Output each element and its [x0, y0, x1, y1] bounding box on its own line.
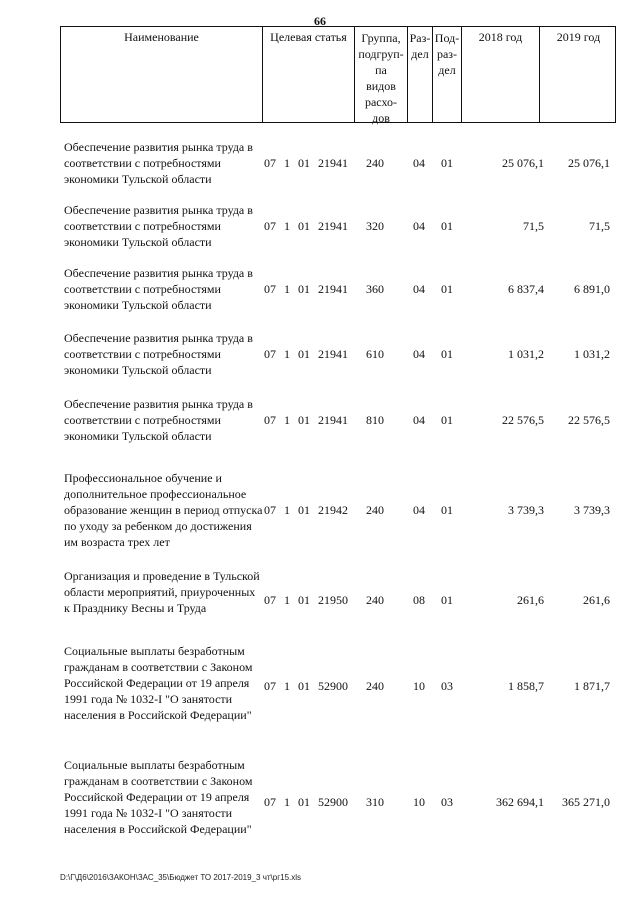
row-value-2019: 1 031,2 — [574, 347, 610, 361]
row-code: 07 1 01 52900 — [264, 679, 348, 693]
row-group: 240 — [366, 593, 384, 607]
row-code: 07 1 01 21950 — [264, 593, 348, 607]
row-value-2019: 6 891,0 — [574, 282, 610, 296]
header-group: Группа, подгруп- па видов расхо- дов — [358, 31, 404, 125]
row-group: 360 — [366, 282, 384, 296]
row-value-2018: 362 694,1 — [496, 795, 544, 809]
row-subsection: 01 — [441, 156, 453, 170]
header-subsection: Под- раз- дел — [434, 31, 460, 77]
row-name: Обеспечение развития рынка труда в соответствии с потребностями экономики Тульской области — [64, 140, 253, 186]
row-section: 04 — [413, 413, 425, 427]
row-value-2018: 25 076,1 — [502, 156, 544, 170]
row-subsection: 01 — [441, 347, 453, 361]
row-value-2018: 1 858,7 — [508, 679, 544, 693]
row-group: 240 — [366, 679, 384, 693]
row-value-2018: 3 739,3 — [508, 503, 544, 517]
row-group: 310 — [366, 795, 384, 809]
footer-file-path: D:\Г\Д6\2016\ЗАКОН\ЗАС_35\Бюджет ТО 2017-2019_3 чт\рг15.xls — [60, 873, 302, 882]
row-value-2019: 22 576,5 — [568, 413, 610, 427]
row-value-2019: 1 871,7 — [574, 679, 610, 693]
row-section: 04 — [413, 219, 425, 233]
page-number: 66 — [314, 14, 326, 28]
table-header — [60, 26, 616, 123]
row-code: 07 1 01 52900 — [264, 795, 348, 809]
row-name: Обеспечение развития рынка труда в соответствии с потребностями экономики Тульской области — [64, 266, 253, 312]
row-section: 04 — [413, 156, 425, 170]
row-value-2019: 365 271,0 — [562, 795, 610, 809]
row-code: 07 1 01 21942 — [264, 503, 348, 517]
row-value-2018: 71,5 — [523, 219, 544, 233]
row-value-2019: 25 076,1 — [568, 156, 610, 170]
row-group: 240 — [366, 156, 384, 170]
row-code: 07 1 01 21941 — [264, 347, 348, 361]
row-name: Обеспечение развития рынка труда в соответствии с потребностями экономики Тульской области — [64, 397, 253, 443]
row-subsection: 03 — [441, 795, 453, 809]
row-name: Профессиональное обучение и дополнительное профессиональное образование женщин в период отпуска по уходу за ребенком до достижения им возраста трех лет — [64, 471, 263, 549]
row-value-2018: 1 031,2 — [508, 347, 544, 361]
row-subsection: 01 — [441, 503, 453, 517]
row-section: 04 — [413, 503, 425, 517]
row-group: 610 — [366, 347, 384, 361]
row-group: 810 — [366, 413, 384, 427]
row-section: 10 — [413, 795, 425, 809]
row-section: 04 — [413, 282, 425, 296]
row-section: 04 — [413, 347, 425, 361]
header-section: Раз- дел — [409, 31, 431, 61]
row-name: Организация и проведение в Тульской области мероприятий, приуроченных к Празднику Весны и Труда — [64, 569, 260, 615]
header-year-2018: 2018 год — [478, 30, 523, 44]
row-group: 320 — [366, 219, 384, 233]
row-subsection: 01 — [441, 282, 453, 296]
row-value-2019: 71,5 — [589, 219, 610, 233]
row-subsection: 01 — [441, 593, 453, 607]
row-name: Социальные выплаты безработным гражданам в соответствии с Законом Российской Федерации от 19 апреля 1991 года № 1032-I "О занятости населения в Российской Федерации" — [64, 758, 253, 836]
row-value-2019: 261,6 — [583, 593, 610, 607]
row-subsection: 01 — [441, 219, 453, 233]
row-code: 07 1 01 21941 — [264, 219, 348, 233]
row-value-2018: 6 837,4 — [508, 282, 544, 296]
row-subsection: 01 — [441, 413, 453, 427]
row-section: 10 — [413, 679, 425, 693]
row-name: Обеспечение развития рынка труда в соответствии с потребностями экономики Тульской области — [64, 331, 253, 377]
header-year-2019: 2019 год — [556, 30, 601, 44]
row-value-2018: 261,6 — [517, 593, 544, 607]
row-name: Социальные выплаты безработным гражданам в соответствии с Законом Российской Федерации от 19 апреля 1991 года № 1032-I "О занятости населения в Российской Федерации" — [64, 644, 253, 722]
row-value-2018: 22 576,5 — [502, 413, 544, 427]
header-target-article: Целевая статья — [270, 30, 347, 44]
row-code: 07 1 01 21941 — [264, 156, 348, 170]
row-code: 07 1 01 21941 — [264, 413, 348, 427]
row-code: 07 1 01 21941 — [264, 282, 348, 296]
row-subsection: 03 — [441, 679, 453, 693]
row-group: 240 — [366, 503, 384, 517]
header-name: Наименование — [124, 30, 199, 44]
row-name: Обеспечение развития рынка труда в соответствии с потребностями экономики Тульской области — [64, 203, 253, 249]
row-value-2019: 3 739,3 — [574, 503, 610, 517]
row-section: 08 — [413, 593, 425, 607]
